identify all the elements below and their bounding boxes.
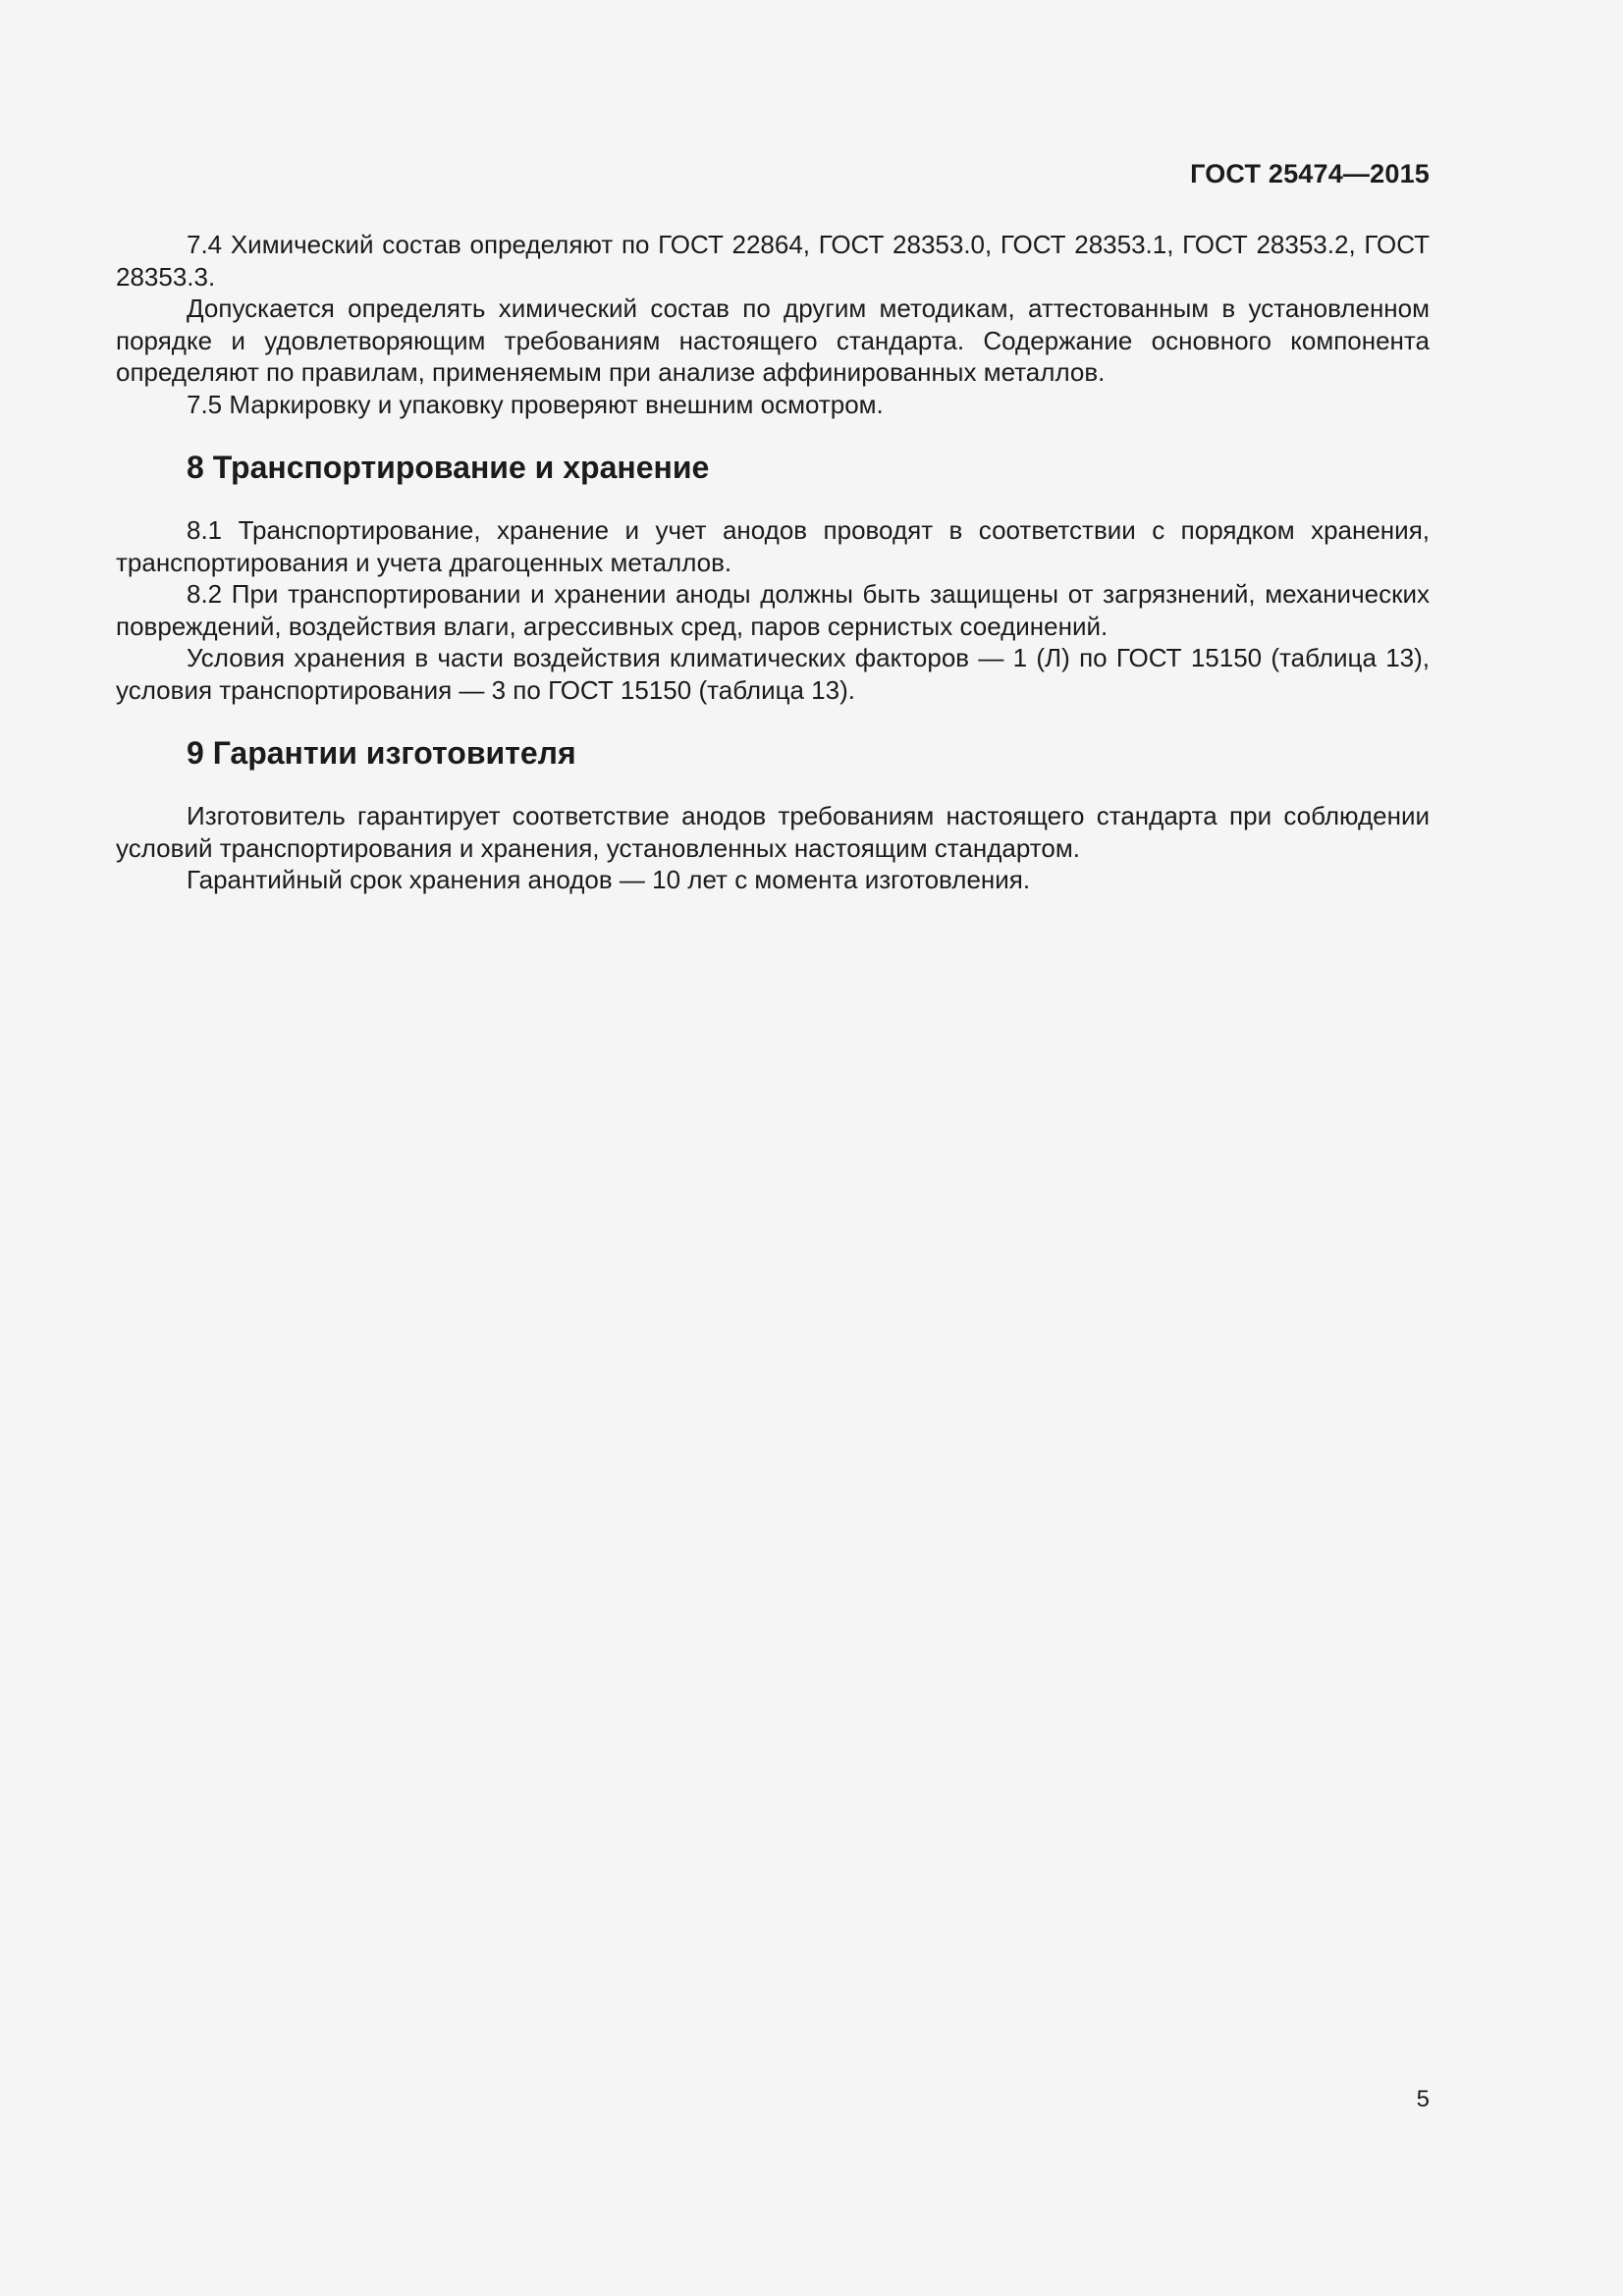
page-content	[116, 229, 1430, 896]
page-number: 5	[1416, 2086, 1430, 2112]
document-page	[116, 0, 1430, 2296]
paragraph-7-4-note: Допускается определять химический состав по другим методикам, аттестованным в установленном порядке и удовлетворяющим требованиям настоящего стандарта. Содержание основного компонента определяют по правилам, применяемым при анализе аффинированных металлов.	[116, 294, 1430, 387]
paragraph-7-4: 7.4 Химический состав определяют по ГОСТ 22864, ГОСТ 28353.0, ГОСТ 28353.1, ГОСТ 28353.2, ГОСТ 28353.3.	[116, 230, 1430, 292]
paragraph-8-2: 8.2 При транспортировании и хранении аноды должны быть защищены от загрязнений, механических повреждений, воздействия влаги, агрессивных сред, паров сернистых соединений.	[116, 579, 1430, 641]
section-8-title: 8 Транспортирование и хранение	[187, 450, 710, 485]
paragraph-9-warranty: Изготовитель гарантирует соответствие анодов требованиям настоящего стандарта при соблюдении условий транспортирования и хранения, установленных настоящим стандартом.	[116, 801, 1430, 863]
paragraph-7-5: 7.5 Маркировку и упаковку проверяют внешним осмотром.	[187, 389, 884, 419]
paragraph-8-1: 8.1 Транспортирование, хранение и учет анодов проводят в соответствии с порядком хранения, транспортирования и учета драгоценных металлов.	[116, 515, 1430, 577]
paragraph-9-term: Гарантийный срок хранения анодов — 10 лет с момента изготовления.	[187, 865, 1031, 894]
paragraph-8-2-conditions: Условия хранения в части воздействия климатических факторов — 1 (Л) по ГОСТ 15150 (таблица 13), условия транспортирования — 3 по ГОСТ 15150 (таблица 13).	[116, 643, 1430, 705]
section-9-title: 9 Гарантии изготовителя	[187, 735, 576, 771]
document-designation: ГОСТ 25474—2015	[1190, 159, 1430, 188]
